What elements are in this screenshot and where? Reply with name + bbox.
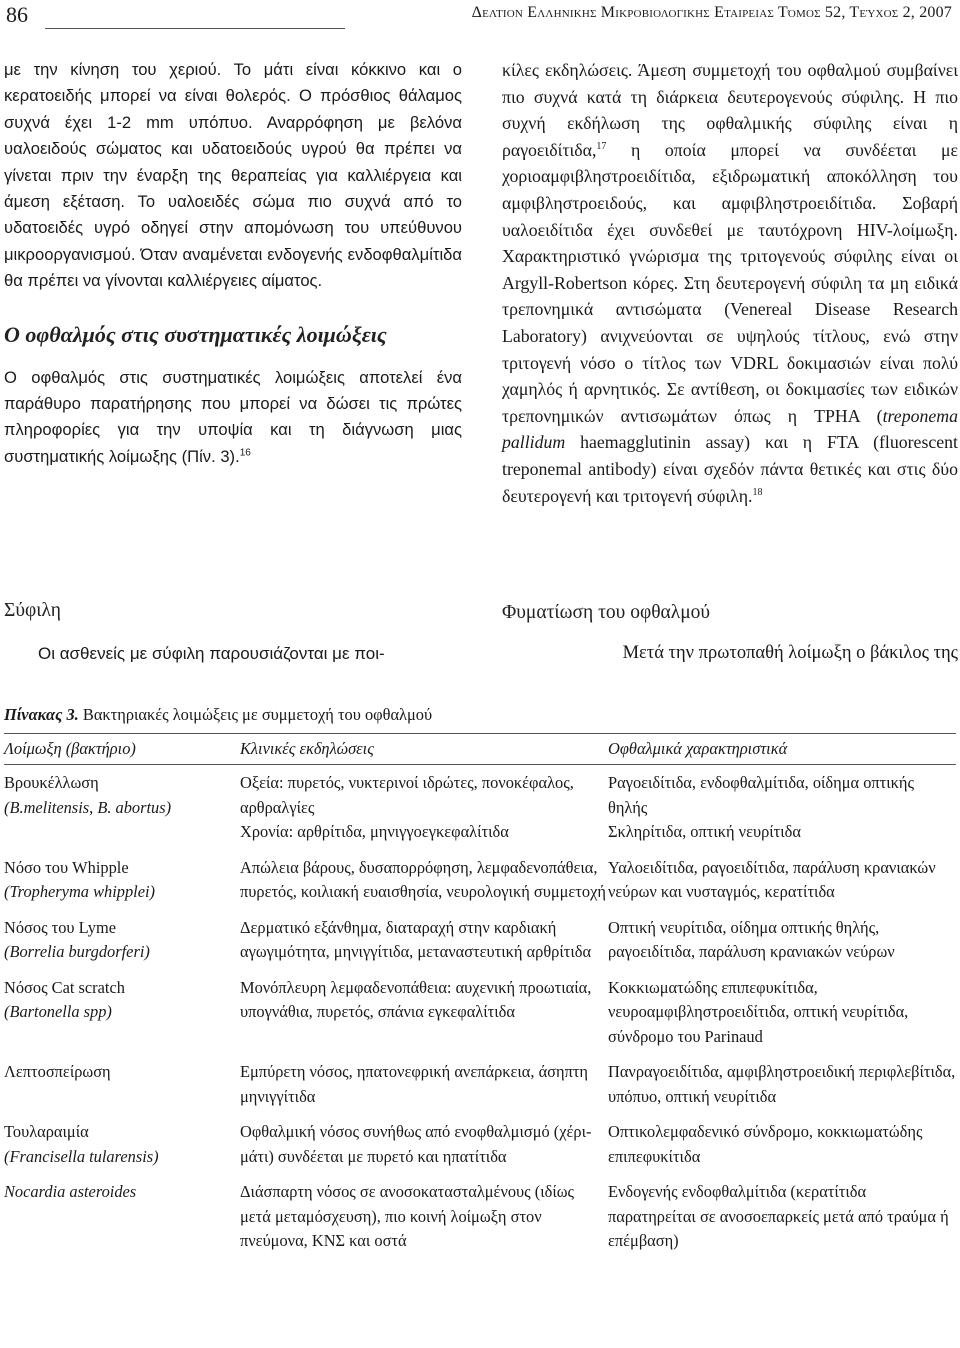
- clinical-text: Οξεία: πυρετός, νυκτερινοί ιδρώτες, πονοκέφαλος, αρθραλγίες: [240, 773, 574, 817]
- table-cell: Απώλεια βάρους, δυσαπορρόφηση, λεμφαδενοπάθεια, πυρετός, κοιλιακή ευαισθησία, νευρολογική συμμετοχή: [240, 857, 606, 901]
- table-caption: [4, 703, 960, 728]
- table-cell: Δερματικό εξάνθημα, διαταραχή στην καρδιακή αγωγιμότητα, μηνιγγίτιδα, μεταναστευτική αρθρίτιδα: [240, 917, 592, 961]
- table-cell: [4, 765, 240, 856]
- table-cell: [608, 765, 956, 856]
- table-row: [4, 916, 956, 976]
- infection-name: Νόσος Cat scratch: [4, 977, 125, 997]
- paragraph-text: Ο οφθαλμός στις συστηματικές λοιμώξεις αποτελεί ένα παράθυρο παρατήρησης που μπορεί να δώσει τις πρώτες πληροφορίες για την υποψία και τη διάγνωση μιας συστηματικής λοίμωξης (Πίν. 3).: [4, 367, 462, 466]
- table-cell: [240, 765, 608, 856]
- section-heading: Ο οφθαλμός στις συστηματικές λοιμώξεις: [4, 321, 387, 347]
- table-cell: Οπτική νευρίτιδα, οίδημα οπτικής θηλής, ραγοειδίτιδα, παράλυση κρανιακών νεύρων: [608, 917, 895, 961]
- table-3: [4, 703, 960, 1265]
- section-title-tuberculosis: Φυματίωση του οφθαλμού: [502, 602, 711, 623]
- table-cell: [4, 976, 240, 1061]
- clinical-text: Χρονία: αρθρίτιδα, μηνιγγοεγκεφαλίτιδα: [240, 822, 509, 841]
- caption-label: Πίνακας 3.: [4, 705, 79, 724]
- infections-table: [4, 733, 956, 1265]
- table-row: [4, 1120, 956, 1180]
- paragraph-text: haemagglutinin assay) και η FTA (fluorescent treponemal antibody) είναι σχεδόν πάντα θετικές και στις δύο δευτερογενή και τριτογενή σύφιλη.: [502, 432, 958, 506]
- table-row: [4, 1060, 956, 1120]
- bacterium-name: (Borrelia burgdorferi): [4, 942, 150, 961]
- paragraph: [502, 57, 958, 509]
- bacterium-name: (B.melitensis, B. abortus): [4, 797, 172, 817]
- ocular-text: Ραγοειδίτιδα, ενδοφθαλμίτιδα, οίδημα οπτικής θηλής: [608, 773, 914, 817]
- paragraph-text: κίλες εκδηλώσεις. Άμεση συμμετοχή του οφθαλμού συμβαίνει πιο συχνά κατά τη διάρκεια δευτερογενούς σύφιλης. Η πιο συχνή εκδήλωση της οφθαλμικής σύφιλης είναι η ραγοειδίτιδα,: [502, 60, 958, 160]
- table-row: [4, 1180, 956, 1265]
- italic-term: treponema pallidum: [502, 405, 958, 453]
- section-text: Οι ασθενείς με σύφιλη παρουσιάζονται με ποι-: [38, 644, 385, 663]
- table-cell: Υαλοειδίτιδα, ραγοειδίτιδα, παράλυση κρανιακών νεύρων και νυσταγμός, κερατίτιδα: [608, 857, 936, 901]
- table-cell: Nocardia asteroides: [4, 1182, 137, 1201]
- caption-text: Βακτηριακές λοιμώξεις με συμμετοχή του οφθαλμού: [78, 705, 433, 724]
- table-header-row: [4, 733, 956, 765]
- infection-name: Νόσος του Lyme: [4, 917, 116, 937]
- reference-sup: 17: [596, 140, 607, 152]
- table-cell: Οφθαλμική νόσος συνήθως από ενοφθαλμισμό (χέρι-μάτι) συνδέεται με πυρετό και ηπατίτιδα: [240, 1122, 592, 1166]
- page-header: [0, 0, 960, 40]
- infection-name: Τουλαραιμία: [4, 1122, 89, 1141]
- bacterium-name: (Tropheryma whipplei): [4, 882, 155, 901]
- column-header: Οφθαλμικά χαρακτηριστικά: [608, 733, 956, 765]
- table-cell: Διάσπαρτη νόσος σε ανοσοκατασταλμένους (ιδίως μετά μεταμόσχευση), πιο κοινή λοίμωξη στον πνεύμονα, ΚΝΣ και οστά: [240, 1182, 575, 1250]
- reference-sup: 16: [239, 447, 251, 459]
- bacterium-name: (Bartonella spp): [4, 1002, 112, 1021]
- table-cell: [4, 1120, 240, 1180]
- paragraph: [4, 365, 462, 471]
- infection-name: Βρουκέλλωση: [4, 773, 99, 792]
- table-row: [4, 765, 956, 856]
- page-number: 86: [6, 2, 28, 27]
- section-text: Μετά την πρωτοπαθή λοίμωξη ο βάκιλος της: [622, 643, 958, 663]
- reference-sup: 18: [752, 486, 763, 498]
- infection-name: Λεπτοσπείρωση: [4, 1062, 111, 1081]
- table-cell: Οπτικολεμφαδενικό σύνδρομο, κοκκιωματώδης επιπεφυκίτιδα: [608, 1122, 923, 1166]
- table-cell: [4, 916, 240, 976]
- column-header: Λοίμωξη (βακτήριο): [4, 733, 240, 765]
- column-header: Κλινικές εκδηλώσεις: [240, 733, 608, 765]
- table-cell: [4, 856, 240, 916]
- table-cell: [4, 1060, 240, 1120]
- ocular-text: Σκληρίτιδα, οπτική νευρίτιδα: [608, 822, 801, 841]
- table-cell: Ενδογενής ενδοφθαλμίτιδα (κερατίτιδα παρατηρείται σε ανοσοεπαρκείς μετά από τραύμα ή επέμβαση): [608, 1182, 949, 1250]
- left-column: [4, 57, 462, 470]
- table-cell: Εμπύρετη νόσος, ηπατονεφρική ανεπάρκεια, άσηπτη μηνιγγίτιδα: [240, 1062, 589, 1106]
- table-cell: Πανραγοειδίτιδα, αμφιβληστροειδική περιφλεβίτιδα, υπόπυο, οπτική νευρίτιδα: [608, 1062, 956, 1106]
- infection-name: Νόσο του Whipple: [4, 857, 129, 877]
- section-title-syphilis: Σύφιλη: [4, 600, 61, 621]
- bacterium-name: (Francisella tularensis): [4, 1146, 159, 1166]
- paragraph: με την κίνηση του χεριού. Το μάτι είναι κόκκινο και ο κερατοειδής μπορεί να είναι θολερός. Ο πρόσθιος θάλαμος συχνά έχει 1-2 mm υπόπυο. Αναρρόφηση με βελόνα υαλοειδούς σώματος και υδατοειδούς υγρού θα πρέπει να γίνεται πριν την έναρξη της θεραπείας για καλλιέργεια και άμεση εξέταση. Το υαλοειδές σώμα πιο συχνά από το υδατοειδές υγρό οδηγεί στην απομόνωση του υπεύθυνου μικροοργανισμού. Όταν αναμένεται ενδογενής ενδοφθαλμίτιδα θα πρέπει να γίνονται καλλιέργειες αίματος.: [4, 60, 462, 291]
- right-column: [502, 57, 958, 509]
- paragraph-text: η οποία μπορεί να συνδέεται με χοριοαμφιβληστροειδίτιδα, εξιδρωματική αποκόλληση του αμφιβληστροειδούς, και αμφιβληστροειδίτιδα. Σοβαρή υαλοειδίτιδα έχει συνδεθεί με ταυτόχρονη HIV-λοίμωξη. Χαρακτηριστικό γνώρισμα της τριτογενούς σύφιλης είναι οι Argyll-Robertson κόρες. Στη δευτερογενή σύφιλη τα μη ειδικά τρεπονημικά αντισώματα (Venereal Disease Research Laboratory) ανιχνεύονται σε υψηλούς τίτλους, ενώ στην τριτογενή νόσο ο τίτλος των VDRL δοκιμασιών είναι πολύ χαμηλός ή αρνητικός. Σε αντίθεση, οι δοκιμασίες των ειδικών τρεπονημικών αντισωμάτων όπως η TPHA (: [502, 139, 958, 426]
- table-cell: Μονόπλευρη λεμφαδενοπάθεια: αυχενική προωτιαία, υπογνάθια, πυρετός, σπάνια εγκεφαλίτιδα: [240, 977, 592, 1021]
- journal-title: Δελτιον Ελληνικησ Μικροβιολογικησ Εταιρειασ Τόμος 52, Τεύχος 2, 2007: [471, 4, 952, 21]
- table-cell: Κοκκιωματώδης επιπεφυκίτιδα, νευροαμφιβληστροειδίτιδα, οπτική νευρίτιδα, σύνδρομο του Parinaud: [608, 977, 909, 1046]
- table-row: [4, 856, 956, 916]
- header-rule: [45, 28, 345, 29]
- table-row: [4, 976, 956, 1061]
